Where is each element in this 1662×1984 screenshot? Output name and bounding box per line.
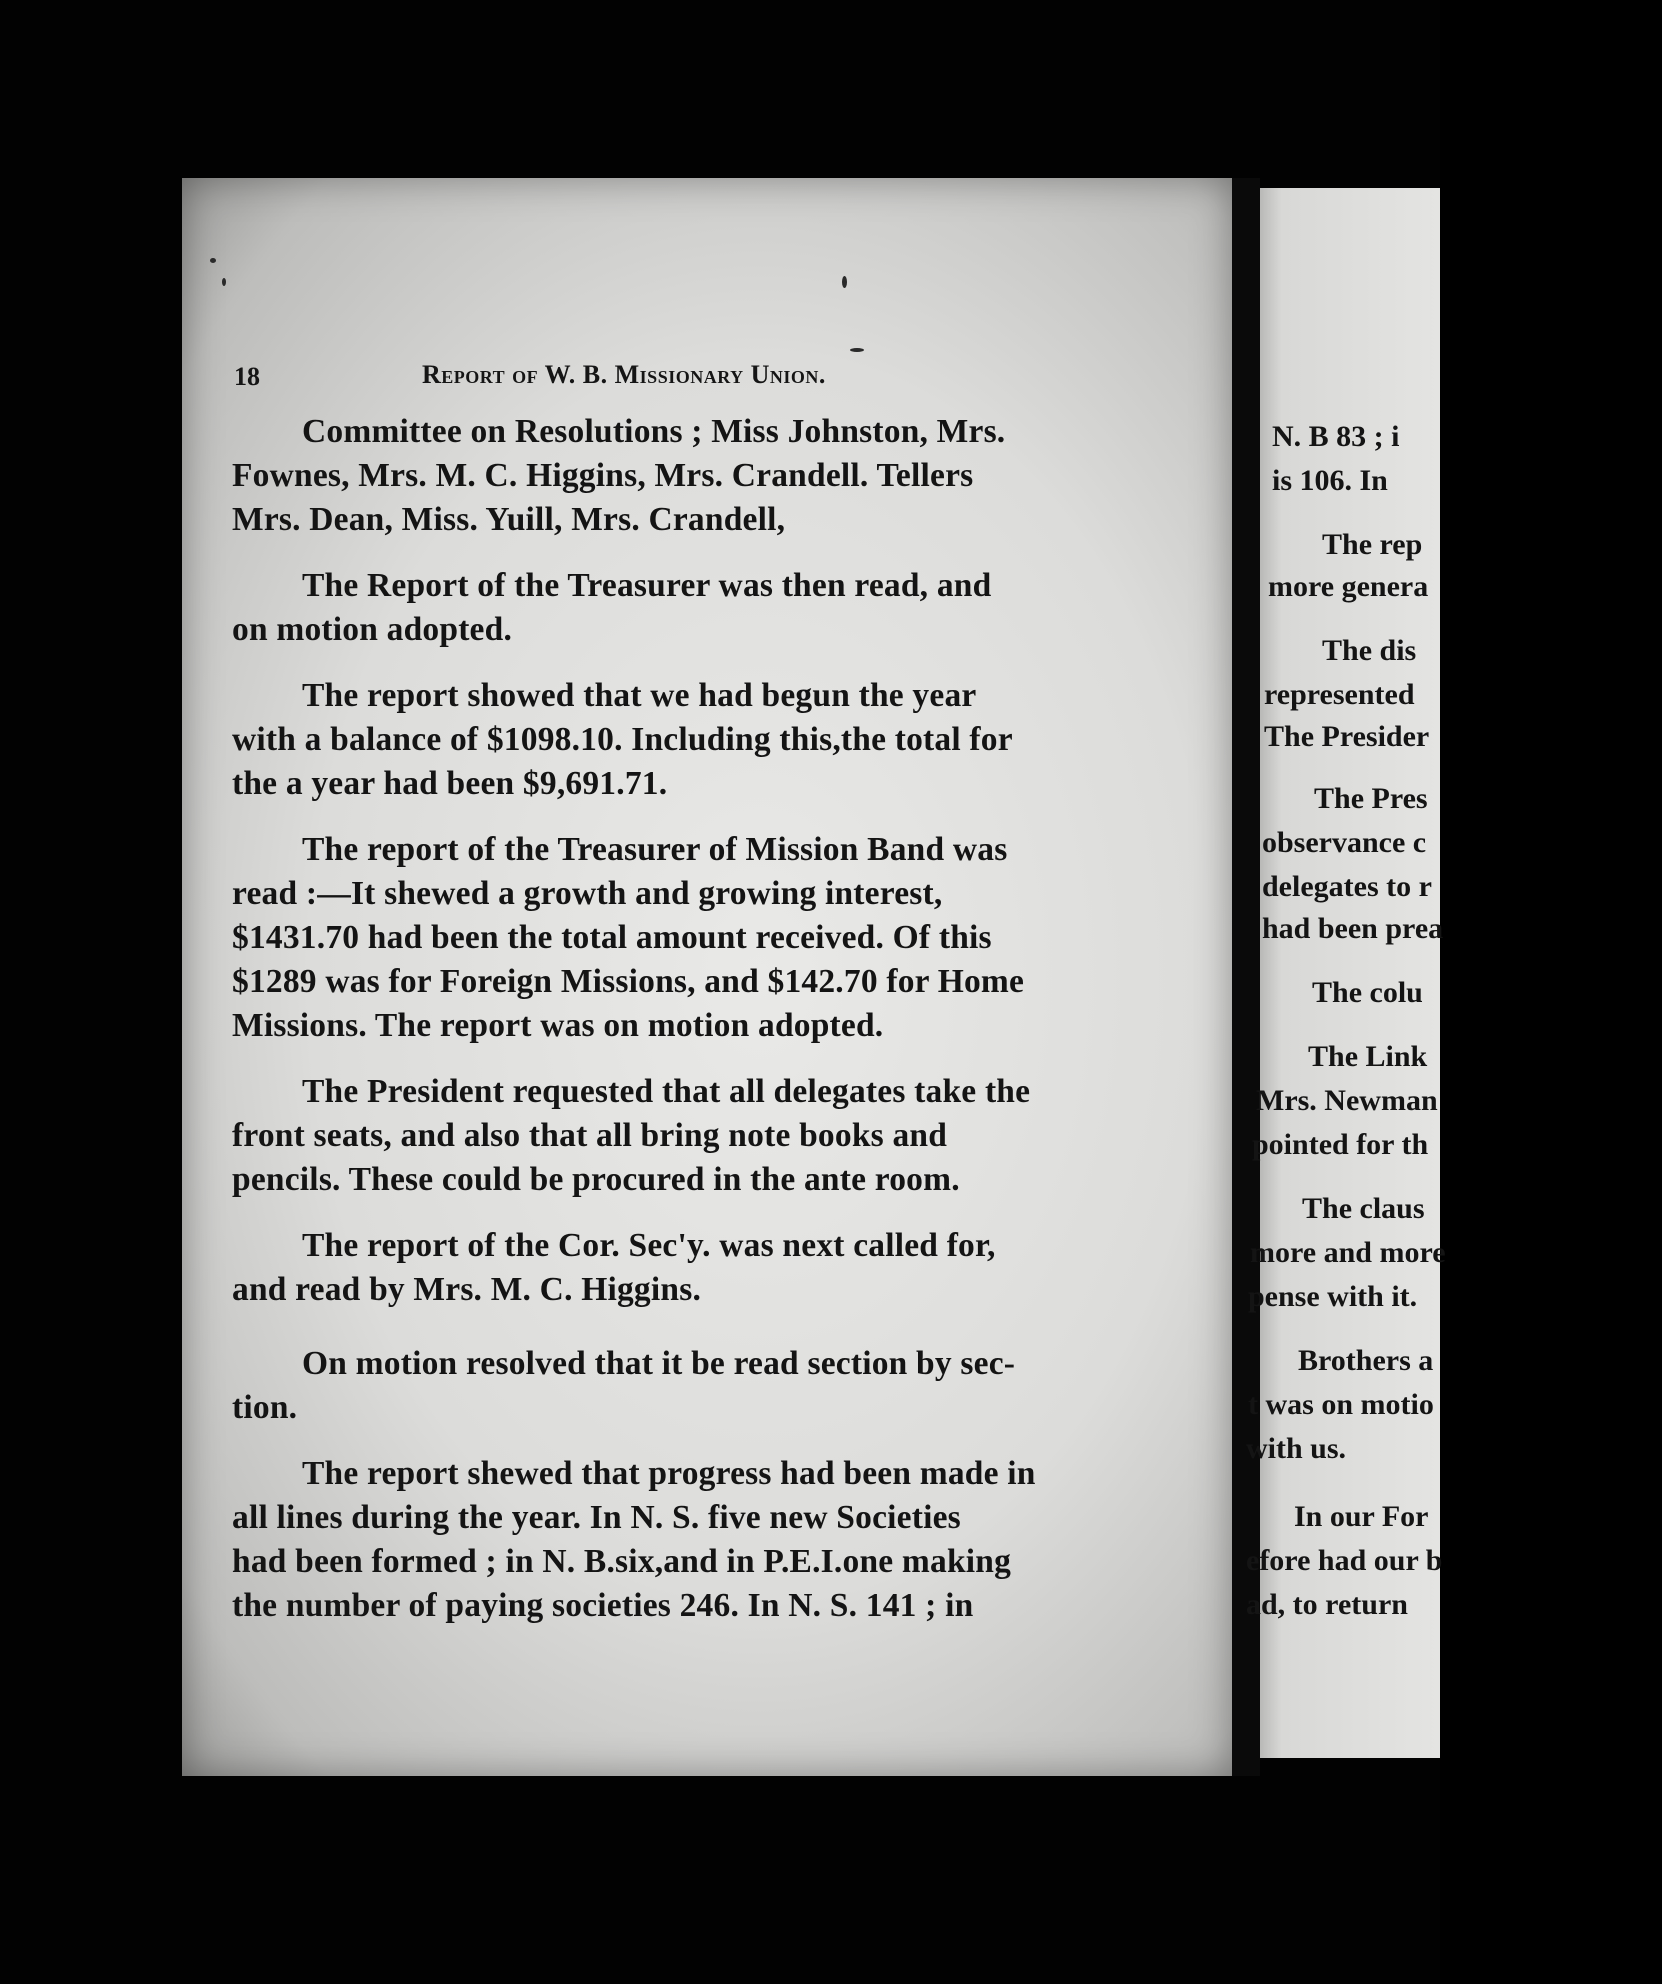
right-page-fragment bbox=[1246, 188, 1446, 1758]
right-line: t was on motio bbox=[1248, 1388, 1434, 1421]
running-head bbox=[234, 356, 1184, 396]
right-line: pointed for th bbox=[1252, 1128, 1429, 1161]
right-line: Mrs. Newman bbox=[1256, 1084, 1438, 1117]
right-line: is 106. In bbox=[1272, 464, 1388, 497]
running-head-title: Report of W. B. Missionary Union. bbox=[422, 360, 826, 389]
right-line: pense with it. bbox=[1248, 1280, 1418, 1313]
right-line: represented bbox=[1264, 678, 1415, 711]
right-line: The dis bbox=[1322, 634, 1417, 667]
ink-speck bbox=[210, 258, 216, 263]
book-gutter bbox=[1232, 178, 1260, 1776]
ink-speck bbox=[222, 278, 226, 286]
right-line: N. B 83 ; i bbox=[1272, 420, 1400, 453]
left-page-body bbox=[232, 410, 1182, 1650]
right-line: The claus bbox=[1302, 1192, 1425, 1225]
right-line: had been prea bbox=[1262, 912, 1444, 945]
right-line: observance c bbox=[1262, 826, 1427, 859]
right-line: efore had our b bbox=[1246, 1544, 1443, 1577]
paragraph-committee: Committee on Resolutions ; Miss Johnston, Mrs. Fownes, Mrs. M. C. Higgins, Mrs. Crandell. Tellers Mrs. Dean, Miss. Yuill, Mrs. Crandell, bbox=[232, 413, 1006, 538]
left-page bbox=[182, 178, 1232, 1776]
right-line: more genera bbox=[1268, 570, 1429, 603]
right-line: with us. bbox=[1246, 1432, 1347, 1465]
paragraph-president-request: The President requested that all delegates take the front seats, and also that all bring note books and pencils. These could be procured in the ante room. bbox=[232, 1073, 1031, 1198]
right-line: delegates to r bbox=[1262, 870, 1432, 903]
ink-speck bbox=[850, 348, 864, 352]
right-line: more and more bbox=[1250, 1236, 1446, 1269]
paragraph-treasurer-report: The Report of the Treasurer was then read, and on motion adopted. bbox=[232, 567, 992, 648]
right-line: In our For bbox=[1294, 1500, 1429, 1533]
paragraph-motion: On motion resolved that it be read section by sec- tion. bbox=[232, 1345, 1016, 1426]
right-line: ad, to return bbox=[1246, 1588, 1408, 1621]
right-line: The Presider bbox=[1264, 720, 1430, 753]
paragraph-cor-sec: The report of the Cor. Sec'y. was next called for, and read by Mrs. M. C. Higgins. bbox=[232, 1227, 996, 1308]
paragraph-balance: The report showed that we had begun the year with a balance of $1098.10. Including this,the total for the a year had been $9,691.71. bbox=[232, 677, 1013, 802]
paragraph-progress: The report shewed that progress had been made in all lines during the year. In N. S. five new Societies had been formed ; in N. B.six,and in P.E.I.one making the number of paying societies 246. In N. S. 141 ; in bbox=[232, 1455, 1036, 1624]
paragraph-mission-band: The report of the Treasurer of Mission Band was read :—It shewed a growth and growing interest, $1431.70 had been the total amount received. Of this $1289 was for Foreign Missions, and $142.70 for Home Missions. The report was on motion adopted. bbox=[232, 831, 1025, 1044]
right-line: Brothers a bbox=[1298, 1344, 1434, 1377]
ink-speck bbox=[842, 276, 847, 288]
right-line: The Pres bbox=[1314, 782, 1428, 815]
right-line: The rep bbox=[1322, 528, 1423, 561]
right-line: The colu bbox=[1312, 976, 1423, 1009]
right-line: The Link bbox=[1308, 1040, 1428, 1073]
page-number: 18 bbox=[234, 362, 260, 391]
